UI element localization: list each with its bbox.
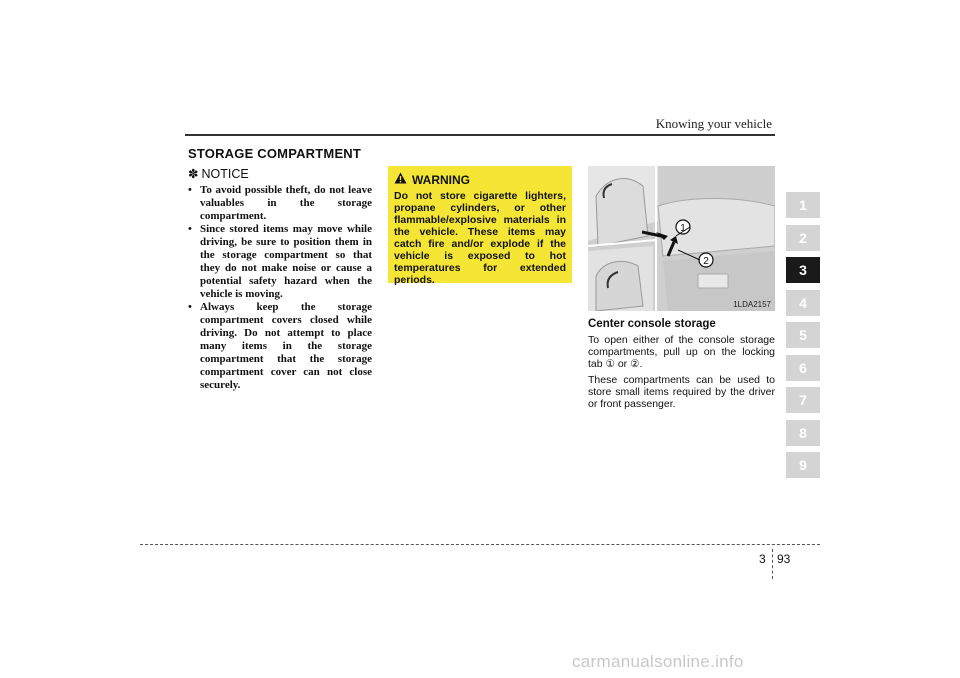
callout-2-text: 2 [703, 256, 709, 267]
chapter-tab-8[interactable]: 8 [786, 420, 820, 446]
chapter-tab-4[interactable]: 4 [786, 290, 820, 316]
footer-divider [772, 549, 773, 579]
notice-heading [188, 166, 372, 181]
chapter-tab-7[interactable]: 7 [786, 387, 820, 413]
footer-rule [140, 544, 820, 545]
warning-label: WARNING [412, 172, 470, 187]
chapter-tab-9[interactable]: 9 [786, 452, 820, 478]
notice-label: NOTICE [201, 166, 249, 181]
chapter-tab-3[interactable]: 3 [786, 257, 820, 283]
notice-block [188, 166, 372, 392]
chapter-tabs [786, 192, 820, 485]
warning-heading [394, 172, 566, 187]
notice-item: • Always keep the storage compartment covers closed while driving. Do not attempt to place many items in the storage compartment that the storage compartment cover can not close securely. [188, 301, 372, 391]
figure-code: 1LDA2157 [733, 300, 771, 309]
console-paragraph-2: These compartments can be used to store small items required by the driver or front passenger. [588, 374, 775, 410]
watermark[interactable]: carmanualsonline.info [572, 652, 744, 671]
chapter-tab-1[interactable]: 1 [786, 192, 820, 218]
chapter-tab-2[interactable]: 2 [786, 225, 820, 251]
bullet-icon: • [188, 223, 192, 235]
bullet-icon: • [188, 301, 192, 313]
notice-item: • To avoid possible theft, do not leave valuables in the storage compartment. [188, 184, 372, 222]
bullet-icon: • [188, 184, 192, 196]
header-rule [185, 134, 775, 136]
notice-item: • Since stored items may move while driving, be sure to position them in the storage compartment so that they do not make noise or cause a potential safety hazard when the vehicle is moving. [188, 223, 372, 300]
header-title: Knowing your vehicle [655, 116, 772, 131]
chapter-tab-6[interactable]: 6 [786, 355, 820, 381]
warning-box [388, 166, 572, 286]
console-paragraph-1: To open either of the console storage compartments, pull up on the locking tab ① or ②. [588, 334, 775, 370]
notice-list [188, 184, 372, 392]
console-section [588, 318, 775, 414]
warning-text: Do not store cigarette lighters, propane cylinders, or other flammable/explosive materials in the vehicle. These items may catch fire and/or explode if the vehicle is exposed to hot temperatures for extended periods. [394, 190, 566, 286]
section-title: STORAGE COMPARTMENT [188, 146, 362, 161]
footer-chapter-number: 3 [759, 552, 766, 566]
callout-1-text: 1 [680, 223, 686, 234]
notice-symbol-icon: ✽ [188, 167, 199, 181]
footer-page-number: 93 [777, 552, 791, 566]
console-heading: Center console storage [588, 318, 716, 330]
chapter-tab-5[interactable]: 5 [786, 322, 820, 348]
console-photo [588, 166, 775, 311]
warning-triangle-icon [394, 172, 407, 187]
console-figure [588, 166, 775, 311]
